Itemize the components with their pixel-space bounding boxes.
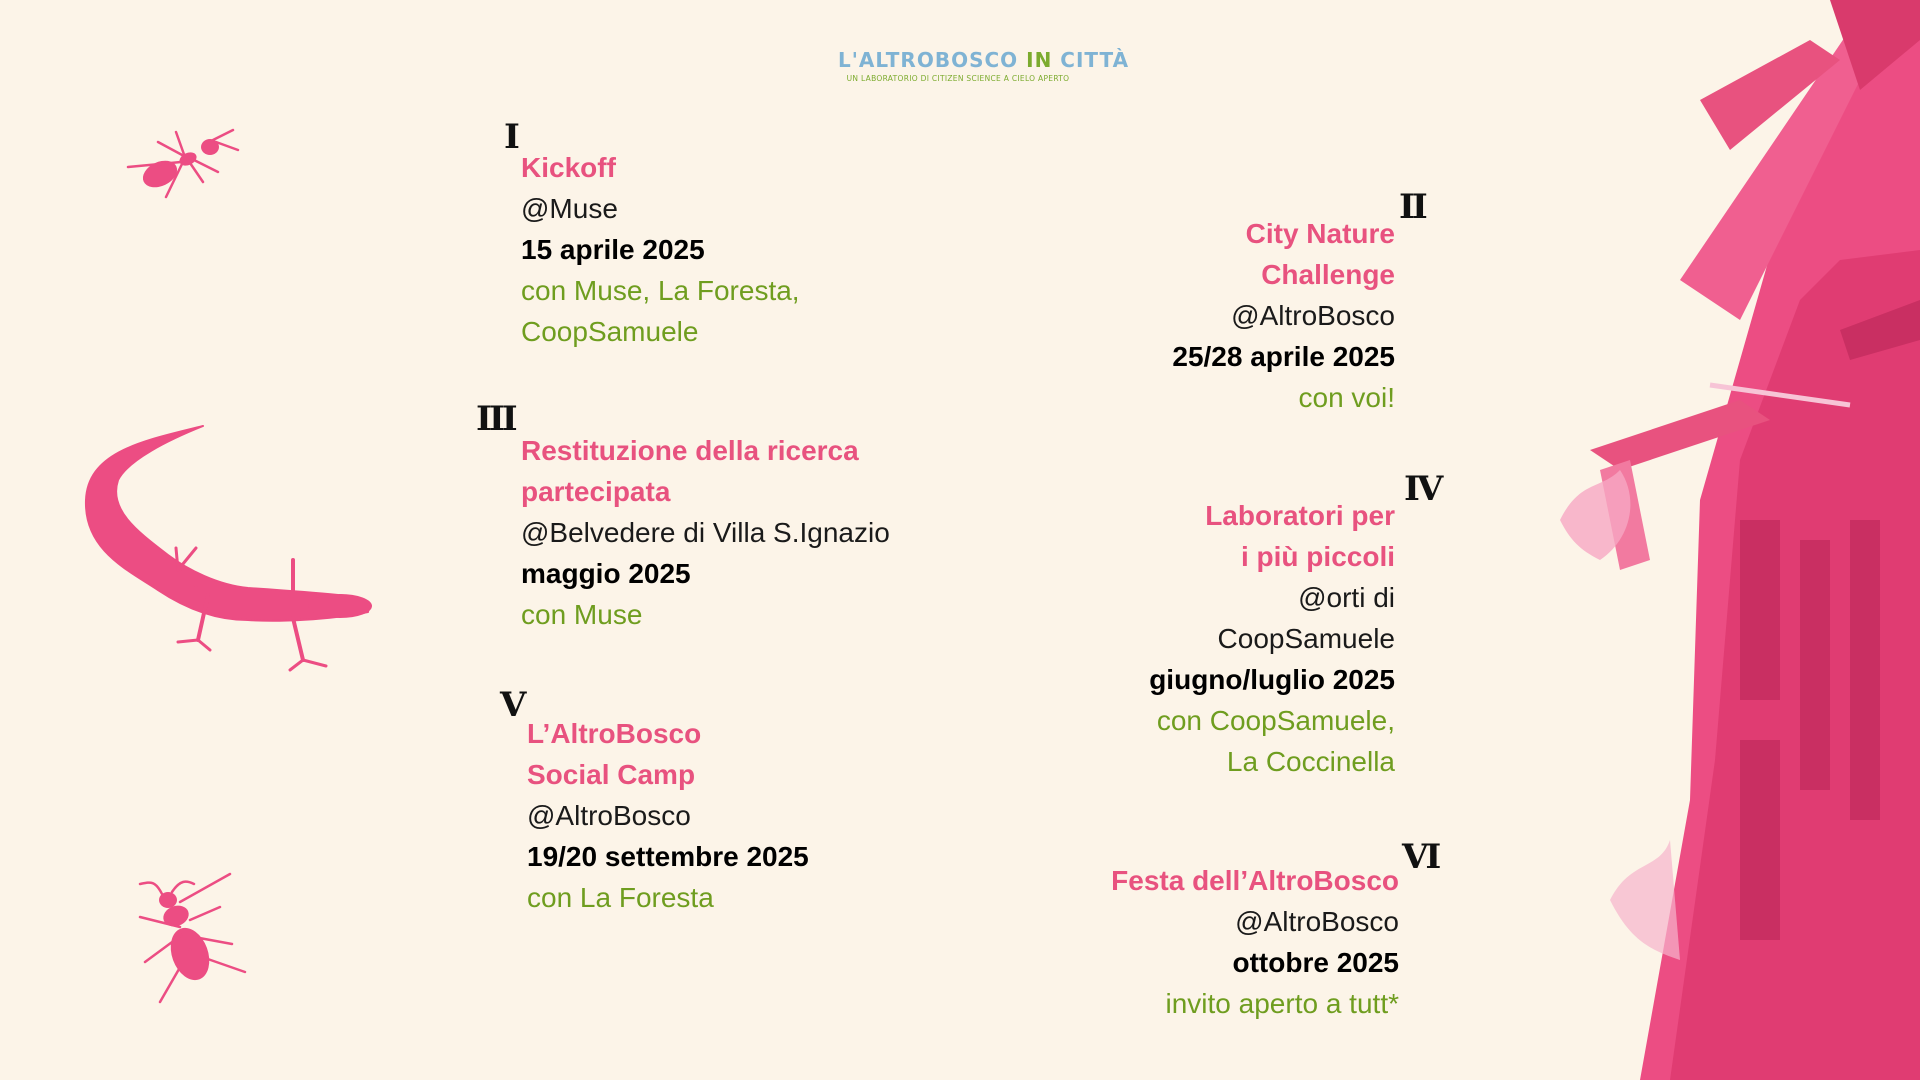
ant-icon xyxy=(118,122,248,222)
event-partners: invito aperto a tutt* xyxy=(1165,988,1399,1019)
event-kickoff xyxy=(521,147,800,352)
event-numeral: V xyxy=(500,685,524,725)
event-place: @AltroBosco xyxy=(1231,300,1395,331)
event-title: i più piccoli xyxy=(1240,541,1395,572)
event-partners: con Muse xyxy=(521,599,643,630)
event-title: Social Camp xyxy=(527,759,696,790)
event-social-camp xyxy=(527,713,809,918)
logo xyxy=(838,48,1130,83)
event-place: @orti di xyxy=(1298,582,1395,613)
event-title: partecipata xyxy=(521,476,671,507)
event-partners: con voi! xyxy=(1298,382,1395,413)
event-date: 15 aprile 2025 xyxy=(521,234,705,265)
event-date: maggio 2025 xyxy=(521,558,691,589)
logo-title-part1: L'ALTROBOSCO xyxy=(838,48,1019,72)
event-place: CoopSamuele xyxy=(1217,623,1395,654)
event-title: Restituzione della ricerca xyxy=(521,435,859,466)
event-laboratori xyxy=(1149,495,1395,782)
beetle-icon xyxy=(120,872,260,1012)
event-numeral: IV xyxy=(1404,469,1441,509)
event-partners: CoopSamuele xyxy=(521,316,699,347)
event-title: City Nature xyxy=(1245,218,1395,249)
event-title: Challenge xyxy=(1261,259,1395,290)
event-partners: La Coccinella xyxy=(1226,746,1395,777)
event-place: @Belvedere di Villa S.Ignazio xyxy=(521,517,890,548)
event-date: ottobre 2025 xyxy=(1232,947,1399,978)
event-numeral: I xyxy=(504,117,517,157)
event-partners: con CoopSamuele, xyxy=(1156,705,1395,736)
event-title: L’AltroBosco xyxy=(527,718,702,749)
logo-title-part2: IN xyxy=(1026,48,1053,72)
event-date: giugno/luglio 2025 xyxy=(1149,664,1395,695)
event-numeral: VI xyxy=(1402,837,1439,877)
event-numeral: II xyxy=(1399,187,1425,227)
event-festa xyxy=(1111,860,1399,1024)
event-date: 19/20 settembre 2025 xyxy=(527,841,809,872)
event-title: Laboratori per xyxy=(1205,500,1395,531)
event-date: 25/28 aprile 2025 xyxy=(1172,341,1395,372)
logo-title xyxy=(838,48,1130,72)
building-photo xyxy=(1540,0,1920,1080)
event-partners: con Muse, La Foresta, xyxy=(521,275,800,306)
event-title: Kickoff xyxy=(521,152,616,183)
logo-subtitle: UN LABORATORIO DI CITIZEN SCIENCE A CIELO APERTO xyxy=(846,74,1070,83)
event-title: Festa dell’AltroBosco xyxy=(1111,865,1399,896)
event-numeral: III xyxy=(476,399,515,439)
event-partners: con La Foresta xyxy=(527,882,714,913)
event-place: @AltroBosco xyxy=(527,800,691,831)
event-restituzione xyxy=(521,430,890,635)
event-place: @Muse xyxy=(521,193,618,224)
event-city-nature-challenge xyxy=(1172,213,1395,418)
lizard-icon xyxy=(78,420,378,680)
event-place: @AltroBosco xyxy=(1235,906,1399,937)
logo-title-part3: CITTÀ xyxy=(1060,48,1130,72)
